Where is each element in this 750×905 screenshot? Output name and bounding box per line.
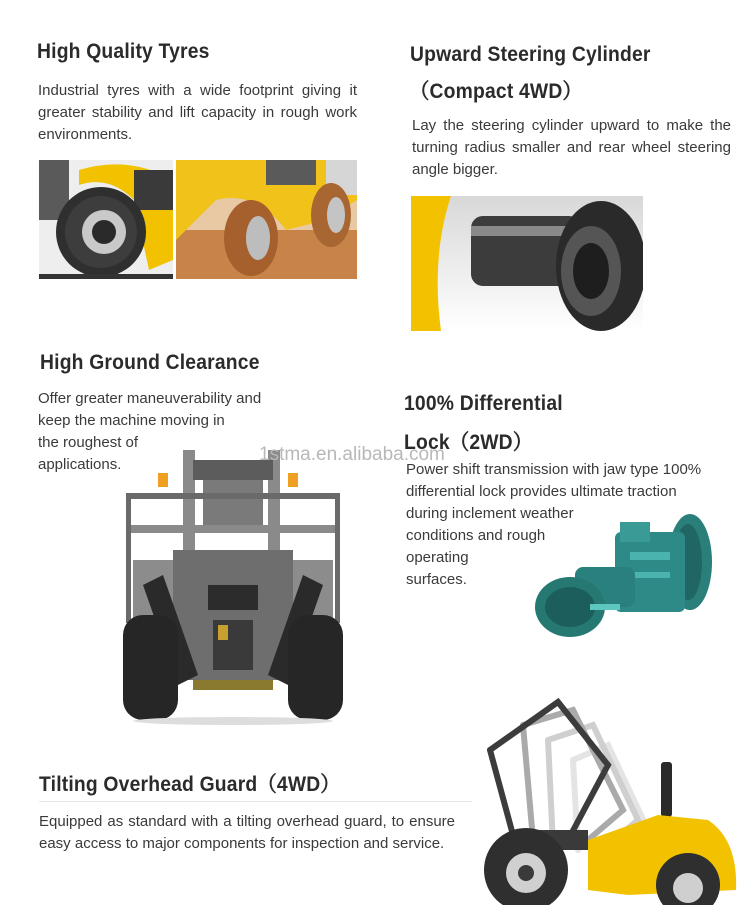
- clearance-title: High Ground Clearance: [40, 351, 260, 374]
- clearance-line: applications.: [38, 456, 122, 473]
- steering-title-line1: Upward Steering Cylinder: [410, 43, 651, 66]
- tyres-description: Industrial tyres with a wide footprint giving it greater stability and lift capacity in rough work environments.: [38, 82, 357, 143]
- differential-title-line1: 100% Differential: [404, 392, 563, 415]
- guard-title: Tilting Overhead Guard（4WD）: [39, 773, 340, 796]
- watermark: 1stma.en.alibaba.com: [259, 444, 445, 465]
- steering-title-line2: （Compact 4WD）: [410, 80, 582, 103]
- differential-axle-image: [530, 512, 715, 642]
- tyre-closeup-image: [39, 160, 173, 279]
- tilting-guard-image: [478, 690, 750, 905]
- forklift-front-image: [118, 445, 348, 725]
- differential-line: surfaces.: [406, 571, 467, 588]
- clearance-line: keep the machine moving in: [38, 412, 225, 429]
- steering-cylinder-image: [411, 196, 643, 331]
- muddy-tyres-image: [176, 160, 357, 279]
- clearance-line: the roughest of: [38, 434, 139, 451]
- differential-line: differential lock provides ultimate traction: [406, 483, 677, 500]
- differential-line: during inclement weather: [406, 505, 574, 522]
- section-divider: [39, 801, 472, 802]
- steering-description: Lay the steering cylinder upward to make the turning radius smaller and rear wheel steering angle bigger.: [412, 117, 731, 178]
- differential-line: Power shift transmission with jaw type 100%: [406, 461, 702, 478]
- tyres-title: High Quality Tyres: [37, 40, 210, 63]
- clearance-line: Offer greater maneuverability and: [38, 390, 262, 407]
- differential-line: operating: [406, 549, 469, 566]
- guard-description: Equipped as standard with a tilting overhead guard, to ensure easy access to major components for inspection and service.: [39, 813, 455, 852]
- differential-line: conditions and rough: [406, 527, 546, 544]
- differential-title-line2: Lock（2WD）: [404, 431, 533, 454]
